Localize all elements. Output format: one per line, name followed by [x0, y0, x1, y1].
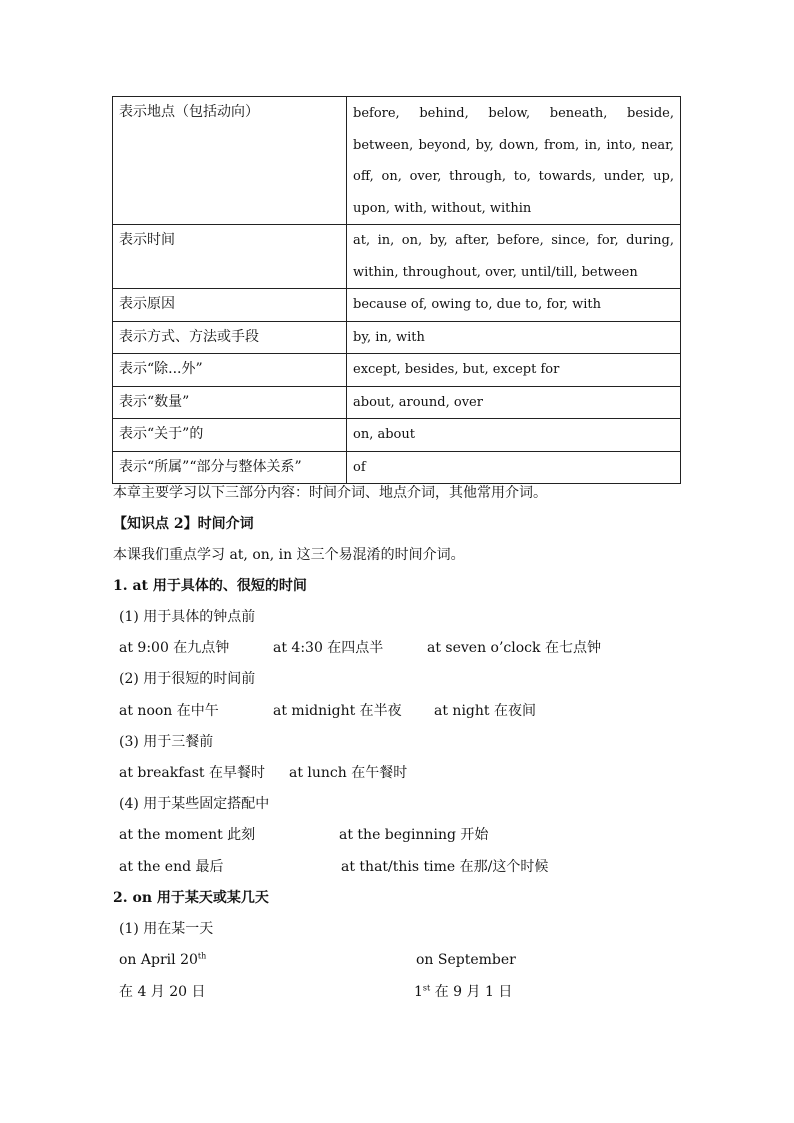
- example-text: at seven o’clock 在七点钟: [427, 640, 601, 656]
- section-2-item-1: (1) 用在某一天: [119, 921, 214, 937]
- table-row: [113, 419, 681, 452]
- table-cell-words: before, behind, below, beneath, beside, between, beyond, by, down, from, in, into, near, off, on, over, through, to, towards, under, up, upon, with, without, within: [347, 97, 681, 225]
- example-text: at the end 最后: [119, 859, 224, 875]
- table-cell-words: by, in, with: [347, 321, 681, 354]
- table-row: [113, 225, 681, 289]
- table-cell-words: about, around, over: [347, 386, 681, 419]
- lesson-intro: 本课我们重点学习 at, on, in 这三个易混淆的时间介词。: [113, 547, 465, 563]
- section-1-item-1: (1) 用于具体的钟点前: [119, 609, 256, 625]
- table-cell-meaning: 表示地点（包括动向）: [113, 97, 347, 225]
- example-text: [119, 950, 206, 970]
- example-translation: [414, 982, 512, 1002]
- example-date-translation: 在 9 月 1 日: [430, 984, 513, 1000]
- chapter-intro: 本章主要学习以下三部分内容：时间介词、地点介词，其他常用介词。: [113, 485, 547, 501]
- example-text: at midnight 在半夜: [273, 703, 402, 719]
- table-cell-meaning: 表示“数量”: [113, 386, 347, 419]
- table-row: [113, 386, 681, 419]
- example-text: at that/this time 在那/这个时候: [341, 859, 549, 875]
- example-text: at the moment 此刻: [119, 827, 256, 843]
- table-cell-meaning: 表示方式、方法或手段: [113, 321, 347, 354]
- table-cell-meaning: 表示原因: [113, 289, 347, 322]
- example-text: at 9:00 在九点钟: [119, 640, 230, 656]
- section-1-title: 1. at 用于具体的、很短的时间: [113, 578, 307, 594]
- table-row: [113, 321, 681, 354]
- table-cell-meaning: 表示时间: [113, 225, 347, 289]
- table-row: [113, 451, 681, 484]
- example-text: at noon 在中午: [119, 703, 219, 719]
- table-row: [113, 97, 681, 225]
- table-cell-words: on, about: [347, 419, 681, 452]
- section-1-item-2: (2) 用于很短的时间前: [119, 671, 256, 687]
- example-date: on April 20: [119, 952, 198, 968]
- table-cell-words: at, in, on, by, after, before, since, for, during, within, throughout, over, until/till, between: [347, 225, 681, 289]
- example-text: at lunch 在午餐时: [289, 765, 408, 781]
- table-row: [113, 354, 681, 387]
- section-1-item-4: (4) 用于某些固定搭配中: [119, 796, 270, 812]
- example-text: at the beginning 开始: [339, 827, 489, 843]
- table-row: [113, 289, 681, 322]
- example-day: 1: [414, 984, 423, 1000]
- section-2-title: 2. on 用于某天或某几天: [113, 890, 269, 906]
- example-text: at 4:30 在四点半: [273, 640, 384, 656]
- table-cell-words: except, besides, but, except for: [347, 354, 681, 387]
- knowledge-point-heading: 【知识点 2】时间介词: [113, 516, 254, 532]
- table-cell-meaning: 表示“关于”的: [113, 419, 347, 452]
- ordinal-suffix: st: [422, 983, 431, 993]
- example-text: at night 在夜间: [434, 703, 536, 719]
- table-cell-meaning: 表示“所属”“部分与整体关系”: [113, 451, 347, 484]
- example-text: at breakfast 在早餐时: [119, 765, 265, 781]
- table-cell-words: of: [347, 451, 681, 484]
- ordinal-suffix: th: [197, 951, 207, 961]
- preposition-table: [112, 96, 681, 484]
- example-translation: 在 4 月 20 日: [119, 984, 206, 1000]
- table-cell-words: because of, owing to, due to, for, with: [347, 289, 681, 322]
- table-cell-meaning: 表示“除...外”: [113, 354, 347, 387]
- example-text: on September: [416, 952, 516, 968]
- section-1-item-3: (3) 用于三餐前: [119, 734, 214, 750]
